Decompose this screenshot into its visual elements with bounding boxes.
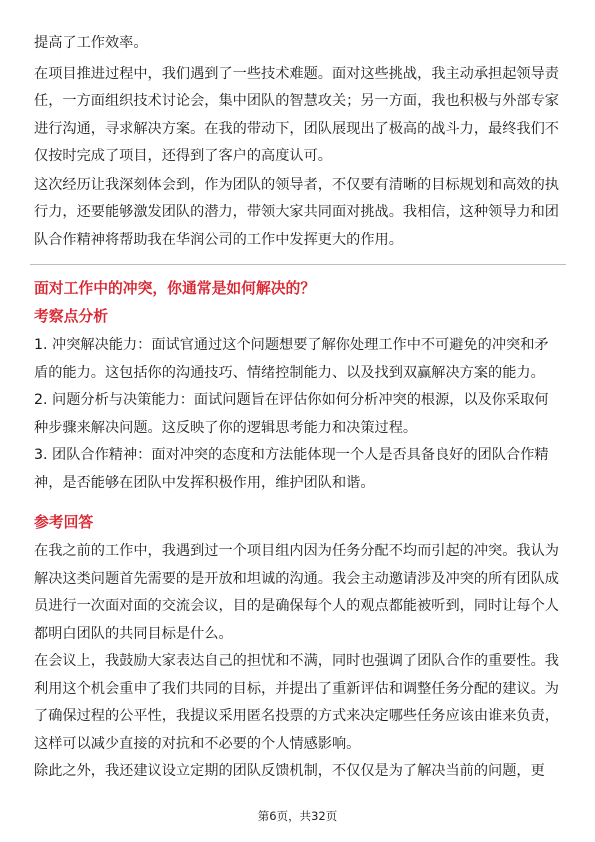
body-paragraph: 在项目推进过程中，我们遇到了一些技术难题。面对这些挑战，我主动承担起领导责任，一方面组织技术讨论会，集中团队的智慧攻关；另一方面，我也积极与外部专家进行沟通，寻求解决方案。在我的带动下，团队展现出了极高的战斗力，最终我们不仅按时完成了项目，还得到了客户的高度认可。 [34, 65, 559, 164]
page-number: 第6页，共32页 [257, 809, 338, 823]
answer-heading: 参考回答 [34, 514, 94, 531]
analysis-heading: 考察点分析 [34, 308, 108, 325]
analysis-item: 2. 问题分析与决策能力：面试问题旨在评估你如何分析冲突的根源，以及你采取何种步骤来解决问题。这反映了你的逻辑思考能力和决策过程。 [34, 392, 549, 436]
document-page [34, 30, 562, 786]
answer-paragraph: 在我之前的工作中，我遇到过一个项目组内因为任务分配不均而引起的冲突。我认为解决这类问题首先需要的是开放和坦诚的沟通。我会主动邀请涉及冲突的所有团队成员进行一次面对面的交流会议，目的是确保每个人的观点都能被听到，同时让每个人都明白团队的共同目标是什么。 [34, 543, 559, 642]
analysis-item: 1. 冲突解决能力：面试官通过这个问题想要了解你处理工作中不可避免的冲突和矛盾的能力。这包括你的沟通技巧、情绪控制能力、以及找到双赢解决方案的能力。 [34, 337, 549, 381]
continued-paragraph: 提高了工作效率。 [34, 35, 148, 51]
section-divider [30, 264, 566, 265]
body-paragraph: 这次经历让我深刻体会到，作为团队的领导者，不仅要有清晰的目标规划和高效的执行力，还要能够激发团队的潜力，带领大家共同面对挑战。我相信，这种领导力和团队合作精神将帮助我在华润公司的工作中发挥更大的作用。 [34, 176, 559, 248]
question-title: 面对工作中的冲突，你通常是如何解决的？ [34, 280, 316, 297]
analysis-item: 3. 团队合作精神：面对冲突的态度和方法能体现一个人是否具备良好的团队合作精神，是否能够在团队中发挥积极作用，维护团队和谐。 [34, 447, 549, 491]
answer-paragraph: 在会议上，我鼓励大家表达自己的担忧和不满，同时也强调了团队合作的重要性。我利用这个机会重申了我们共同的目标，并提出了重新评估和调整任务分配的建议。为了确保过程的公平性，我提议采用匿名投票的方式来决定哪些任务应该由谁来负责，这样可以减少直接的对抗和不必要的个人情感影响。 [34, 653, 559, 752]
answer-paragraph: 除此之外，我还建议设立定期的团队反馈机制，不仅仅是为了解决当前的问题，更 [34, 763, 545, 779]
